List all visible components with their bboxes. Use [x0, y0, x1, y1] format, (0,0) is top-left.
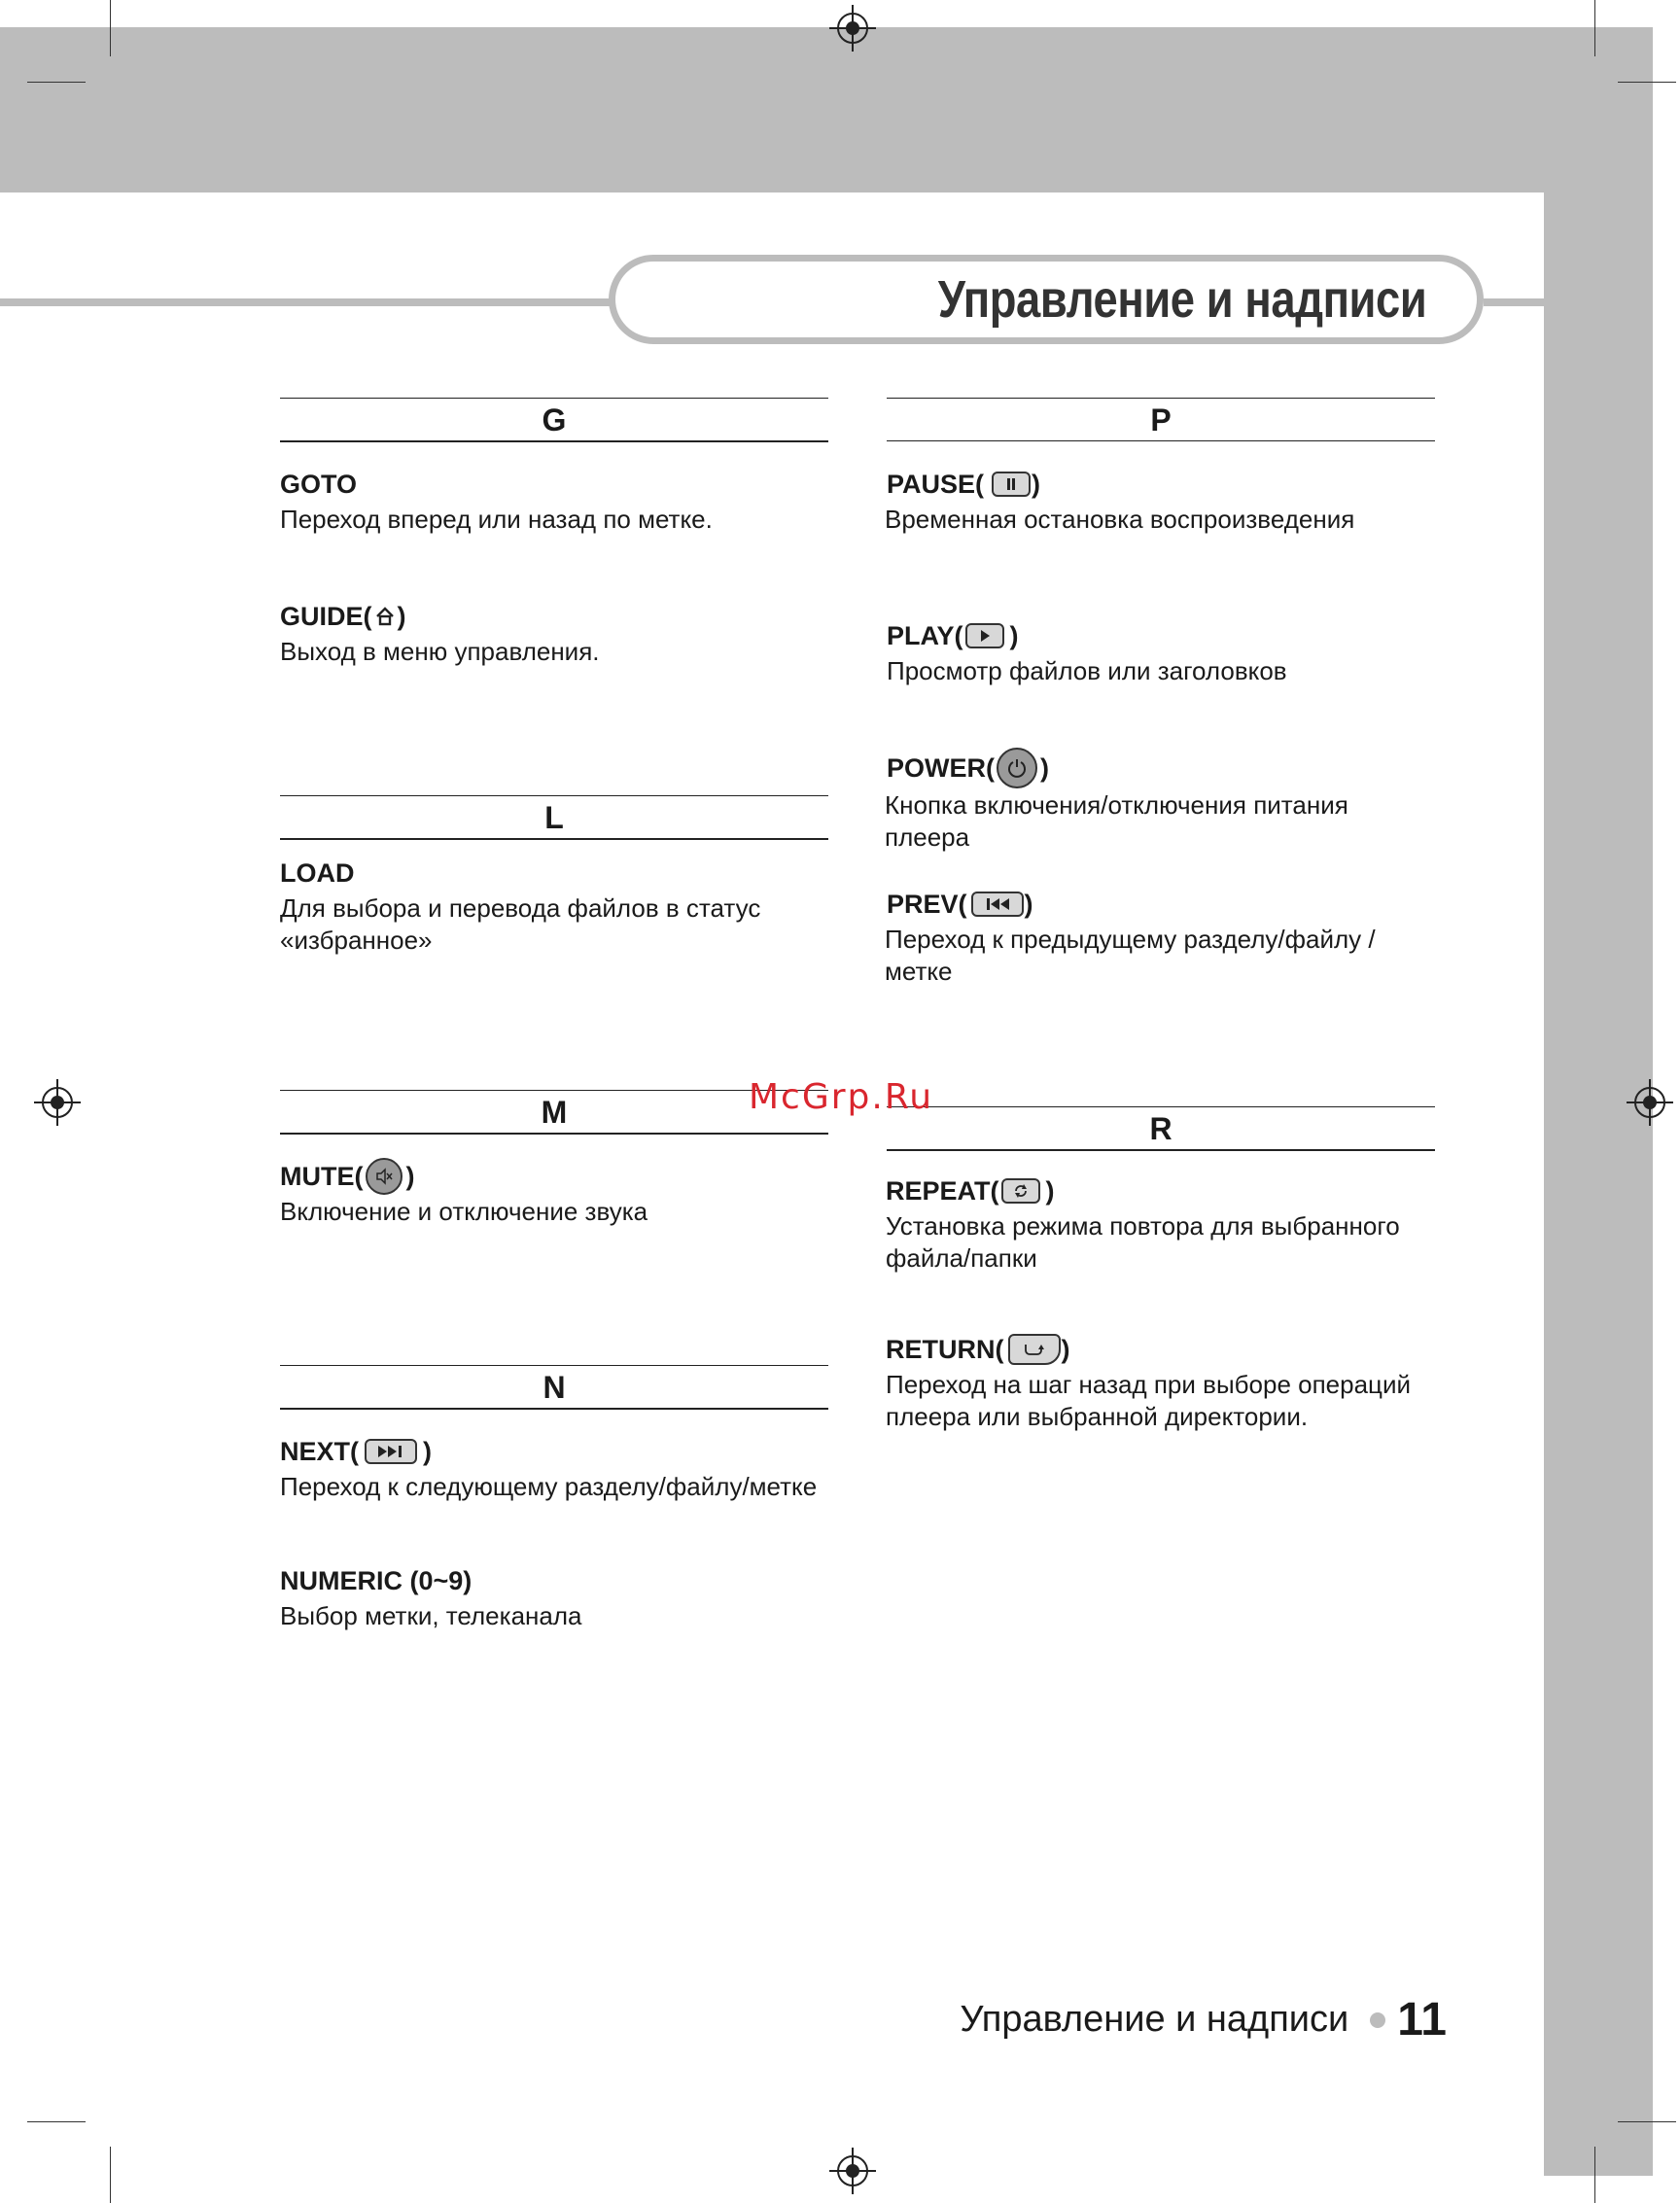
entry-desc: Установка режима повтора для выбранного файла/папки [886, 1211, 1400, 1273]
footer-title: Управление и надписи [960, 1999, 1349, 2040]
section-g-rule-top [280, 398, 828, 399]
crop-mark [1594, 2147, 1595, 2203]
section-m-rule-top [280, 1090, 828, 1091]
entry-term: RETURN( [886, 1335, 1004, 1364]
crop-mark [110, 2147, 111, 2203]
entry-desc: Переход на шаг назад при выборе операций плеера или выбранной директории. [886, 1370, 1411, 1431]
entry-guide [280, 599, 844, 668]
entry-repeat [886, 1173, 1450, 1275]
page-number: 11 [1397, 1994, 1447, 2046]
section-m-rule-bottom [280, 1133, 828, 1135]
prev-track-icon [971, 892, 1024, 917]
entry-term: PREV( [887, 890, 967, 919]
repeat-icon [1001, 1178, 1040, 1204]
section-r-rule-top [887, 1106, 1435, 1107]
section-n-rule-bottom [280, 1408, 828, 1410]
entry-desc: Переход к следующему разделу/файлу/метке [280, 1472, 818, 1501]
section-m-letter: M [541, 1095, 568, 1130]
return-icon [1008, 1334, 1061, 1365]
crop-mark [27, 82, 86, 83]
header-pill [609, 255, 1484, 344]
entry-desc: Выход в меню управления. [280, 637, 600, 666]
registration-mark-icon [829, 5, 876, 52]
section-l-rule-top [280, 795, 828, 796]
section-n-letter: N [542, 1370, 566, 1405]
section-p-letter: P [1150, 402, 1172, 437]
entry-term-close: ) [423, 1437, 432, 1466]
page-title: Управление и надписи [937, 270, 1426, 329]
section-r-letter: R [1149, 1111, 1172, 1146]
entry-desc: Просмотр файлов или заголовков [887, 656, 1287, 685]
entry-term-close: ) [1040, 753, 1049, 783]
registration-mark-icon [829, 2148, 876, 2194]
entry-desc: Включение и отключение звука [280, 1197, 648, 1226]
entry-term-close: ) [1032, 470, 1041, 499]
entry-term: POWER( [887, 753, 995, 783]
section-r-rule-bottom [887, 1149, 1435, 1151]
entry-mute [280, 1159, 844, 1228]
entry-prev [887, 887, 1451, 988]
entry-term: GOTO [280, 470, 358, 499]
next-track-icon [365, 1439, 417, 1464]
section-n-rule-top [280, 1365, 828, 1366]
entry-power [887, 749, 1451, 854]
entry-pause [887, 467, 1451, 536]
entry-play [887, 618, 1451, 687]
section-l-letter: L [544, 800, 564, 835]
section-g-rule-bottom [280, 440, 828, 442]
entry-term: PAUSE( [887, 470, 985, 499]
header-rule-left [0, 298, 612, 306]
crop-mark [1618, 82, 1676, 83]
entry-next [280, 1434, 863, 1503]
entry-term-close: ) [1045, 1176, 1055, 1206]
entry-term: MUTE( [280, 1162, 364, 1191]
section-p-rule-bottom [887, 440, 1435, 441]
watermark-text: McGrp.Ru [749, 1077, 934, 1117]
entry-term-close: ) [1009, 621, 1019, 650]
entry-return [886, 1332, 1469, 1433]
entry-load [280, 856, 844, 957]
section-l-rule-bottom [280, 838, 828, 840]
section-g-letter: G [542, 402, 567, 437]
entry-desc: Кнопка включения/отключения питания плеера [885, 790, 1348, 852]
entry-term-close: ) [1061, 1335, 1070, 1364]
pause-icon [992, 472, 1031, 497]
crop-mark [1618, 2121, 1676, 2122]
crop-mark [27, 2121, 86, 2122]
bullet-dot-icon [1370, 2012, 1385, 2028]
entry-term: GUIDE( [280, 602, 372, 631]
entry-term: NEXT( [280, 1437, 359, 1466]
crop-mark [1594, 0, 1595, 56]
home-icon [374, 606, 396, 627]
entry-desc: Переход вперед или назад по метке. [280, 505, 713, 534]
entry-desc: Выбор метки, телеканала [280, 1601, 582, 1630]
registration-mark-icon [34, 1079, 81, 1126]
entry-numeric [280, 1563, 844, 1632]
entry-term: NUMERIC (0~9) [280, 1566, 472, 1595]
crop-mark [110, 0, 111, 56]
entry-term-close: ) [405, 1162, 415, 1191]
play-icon [965, 623, 1004, 648]
entry-desc: Переход к предыдущему разделу/файлу /метке [885, 925, 1376, 986]
entry-term: PLAY( [887, 621, 963, 650]
entry-term: LOAD [280, 858, 355, 888]
entry-term-close: ) [1024, 890, 1033, 919]
entry-desc: Для выбора и перевода файлов в статус «избранное» [280, 893, 761, 955]
entry-term-close: ) [397, 602, 406, 631]
gray-header-band [0, 27, 1653, 192]
header-rule-right [1484, 298, 1544, 306]
entry-desc: Временная остановка воспроизведения [885, 505, 1355, 534]
entry-term: REPEAT( [886, 1176, 999, 1206]
power-icon [997, 748, 1037, 788]
mute-icon [366, 1158, 402, 1195]
page-footer [960, 1993, 1447, 2046]
section-p-rule-top [887, 398, 1435, 399]
entry-goto [280, 467, 844, 536]
registration-mark-icon [1627, 1079, 1673, 1126]
